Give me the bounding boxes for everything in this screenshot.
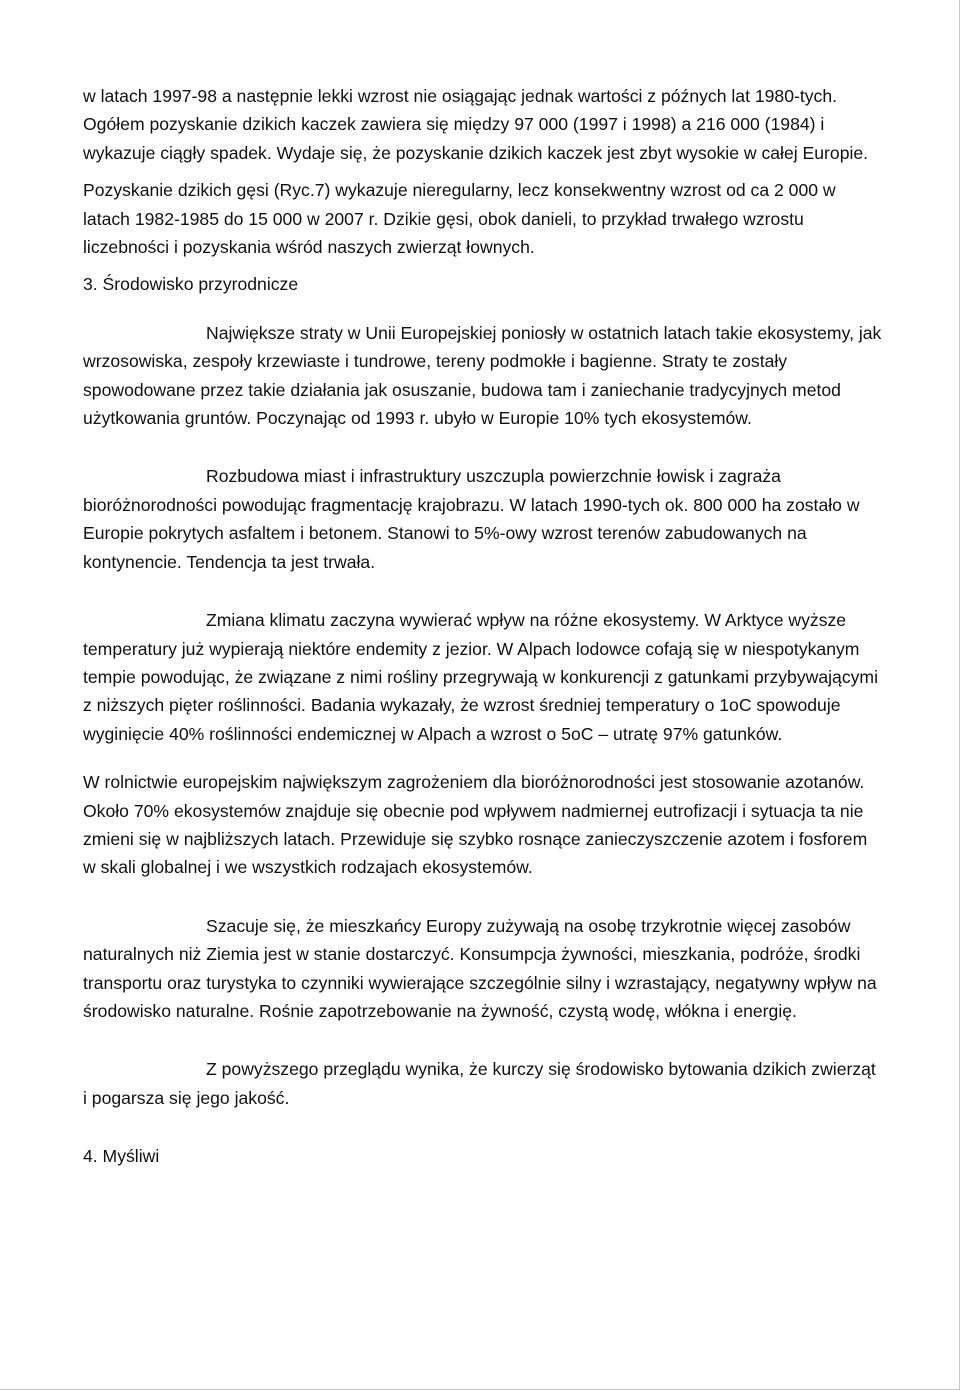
section-heading-hunters: 4. Myśliwi: [83, 1146, 160, 1167]
section-heading-environment: 3. Środowisko przyrodnicze: [83, 274, 299, 295]
paragraph-agriculture-nitrates: W rolnictwie europejskim największym zagrożeniem dla bioróżnorodności jest stosowanie azotanów. Około 70% ekosystemów znajduje się obecnie pod wpływem nadmiernej eutrofizacji i sytuacja ta nie zmieni się w najbliższych latach. Przewiduje się szybko rosnące zanieczyszczenie azotem i fosforem w skali globalnej i we wszystkich rodzajach ekosystemów.: [83, 772, 868, 878]
paragraph-ecosystem-losses: Największe straty w Unii Europejskiej poniosły w ostatnich latach takie ekosystemy, jak wrzosowiska, zespoły krzewiaste i tundrowe, tereny podmokłe i bagienne. Straty te zostały spowodowane przez takie działania jak osuszanie, budowa tam i zaniechanie tradycyjnych metod użytkowania gruntów. Poczynając od 1993 r. ubyło w Europie 10% tych ekosystemów.: [83, 322, 882, 429]
paragraph-habitat-summary: Z powyższego przeglądu wynika, że kurczy się środowisko bytowania dzikich zwierząt i pogarsza się jego jakość.: [83, 1059, 876, 1108]
paragraph-urban-expansion: Rozbudowa miast i infrastruktury uszczupla powierzchnie łowisk i zagraża bioróżnorodności powodując fragmentację krajobrazu. W latach 1990-tych ok. 800 000 ha zostało w Europie pokrytych asfaltem i betonem. Stanowi to 5%-owy wzrost terenów zabudowanych na kontynencie. Tendencja ta jest trwała.: [83, 466, 860, 572]
paragraph-goose-harvest: Pozyskanie dzikich gęsi (Ryc.7) wykazuje nieregularny, lecz konsekwentny wzrost od ca 2 000 w latach 1982-1985 do 15 000 w 2007 r. Dzikie gęsi, obok danieli, to przykład trwałego wzrostu liczebności i pozyskania wśród naszych zwierząt łownych.: [83, 180, 836, 258]
paragraph-resource-consumption: Szacuje się, że mieszkańcy Europy zużywają na osobę trzykrotnie więcej zasobów naturalnych niż Ziemia jest w stanie dostarczyć. Konsumpcja żywności, mieszkania, podróże, środki transportu oraz turystyka to czynniki wywierające szczególnie silny i wzrastający, negatywny wpływ na środowisko naturalne. Rośnie zapotrzebowanie na żywność, czystą wodę, włókna i energię.: [83, 915, 877, 1021]
paragraph-climate-change: Zmiana klimatu zaczyna wywierać wpływ na różne ekosystemy. W Arktyce wyższe temperatury już wypierają niektóre endemity z jezior. W Alpach lodowce cofają się w niespotykanym tempie powodując, że związane z nimi rośliny przegrywają w konkurencji z gatunkami przybywającymi z niższych pięter roślinności. Badania wykazały, że wzrost średniej temperatury o 1oC spowoduje wyginięcie 40% roślinności endemicznej w Alpach a wzrost o 5oC – utratę 97% gatunków.: [83, 610, 878, 744]
paragraph-duck-harvest: w latach 1997-98 a następnie lekki wzrost nie osiągając jednak wartości z późnych lat 1980-tych. Ogółem pozyskanie dzikich kaczek zawiera się między 97 000 (1997 i 1998) a 216 000 (1984) i wykazuje ciągły spadek. Wydaje się, że pozyskanie dzikich kaczek jest zbyt wysokie w całej Europie.: [83, 86, 869, 163]
document-body: [83, 82, 883, 1171]
